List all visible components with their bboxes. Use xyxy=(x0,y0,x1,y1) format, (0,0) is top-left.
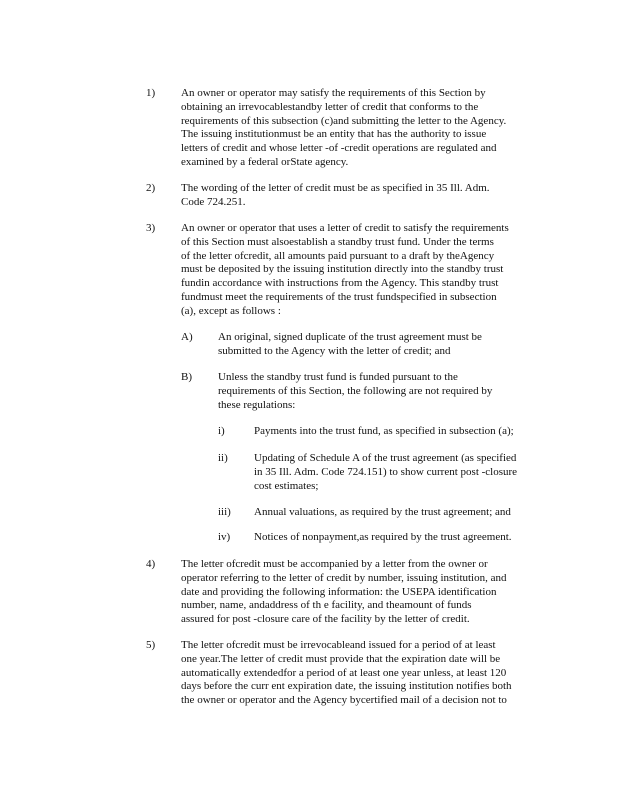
text-line: these regulations: xyxy=(218,398,296,411)
subparagraph-number: A) xyxy=(181,331,193,343)
text-line: must be deposited by the issuing institution directly into the standby trust xyxy=(181,263,504,276)
clause-number: iii) xyxy=(218,506,231,518)
paragraph-body xyxy=(181,639,546,708)
clause-body xyxy=(254,506,546,520)
text-line: Code 724.251. xyxy=(181,195,246,208)
text-line: assured for post -closure care of the facility by the letter of credit. xyxy=(181,613,470,626)
paragraph-1 xyxy=(146,87,546,170)
subparagraph-a xyxy=(181,331,546,359)
text-line: fundin accordance with instructions from the Agency. This standby trust xyxy=(181,277,499,290)
text-line: automatically extendedfor a period of at least one year unless, at least 120 xyxy=(181,666,507,679)
paragraph-2 xyxy=(146,182,546,210)
text-line: The issuing institutionmust be an entity that has the authority to issue xyxy=(181,128,487,141)
clause-number: i) xyxy=(218,425,225,437)
paragraph-3 xyxy=(146,222,546,319)
text-line: submitted to the Agency with the letter of credit; and xyxy=(218,344,451,357)
paragraph-number: 5) xyxy=(146,639,156,651)
text-line: requirements of this Section, the following are not required by xyxy=(218,384,493,397)
subparagraph-body xyxy=(218,371,546,412)
text-line: of this Section must alsoestablish a standby trust fund. Under the terms xyxy=(181,235,494,248)
text-line: Annual valuations, as required by the trust agreement; and xyxy=(254,506,511,518)
text-line: date and providing the following information: the USEPA identification xyxy=(181,585,497,598)
text-line: letters of credit and whose letter -of -credit operations are regulated and xyxy=(181,142,497,155)
text-line: Notices of nonpayment,as required by the trust agreement. xyxy=(254,531,512,543)
clause-iv xyxy=(218,531,546,545)
text-line: number, name, andaddress of th e facility, and theamount of funds xyxy=(181,599,472,612)
clause-body xyxy=(254,531,546,545)
clause-number: iv) xyxy=(218,531,231,543)
text-line: An owner or operator that uses a letter of credit to satisfy the requirements xyxy=(181,222,509,234)
subparagraph-b xyxy=(181,371,546,412)
paragraph-number: 1) xyxy=(146,87,156,99)
text-line: one year.The letter of credit must provide that the expiration date will be xyxy=(181,652,501,665)
text-line: obtaining an irrevocablestandby letter of credit that conforms to the xyxy=(181,100,479,113)
paragraph-number: 3) xyxy=(146,222,156,234)
clause-iii xyxy=(218,506,546,520)
text-line: (a), except as follows : xyxy=(181,304,281,317)
text-line: An owner or operator may satisfy the requirements of this Section by xyxy=(181,87,486,99)
text-line: Payments into the trust fund, as specified in subsection (a); xyxy=(254,425,514,437)
clause-body xyxy=(254,425,546,439)
text-line: days before the curr ent expiration date, the issuing institution notifies both xyxy=(181,680,512,693)
text-line: fundmust meet the requirements of the trust fundspecified in subsection xyxy=(181,290,497,303)
text-line: of the letter ofcredit, all amounts paid pursuant to a draft by theAgency xyxy=(181,249,495,262)
paragraph-number: 2) xyxy=(146,182,156,194)
paragraph-body xyxy=(181,558,546,627)
clause-i xyxy=(218,425,546,439)
text-line: cost estimates; xyxy=(254,479,319,492)
text-line: requirements of this subsection (c)and submitting the letter to the Agency. xyxy=(181,114,507,127)
text-line: the owner or operator and the Agency bycertified mail of a decision not to xyxy=(181,694,507,707)
paragraph-body xyxy=(181,222,546,319)
text-line: Unless the standby trust fund is funded pursuant to the xyxy=(218,371,458,383)
text-line: operator referring to the letter of credit by number, issuing institution, and xyxy=(181,571,507,584)
clause-ii xyxy=(218,452,546,493)
text-line: An original, signed duplicate of the trust agreement must be xyxy=(218,331,482,343)
text-line: The letter ofcredit must be irrevocableand issued for a period of at least xyxy=(181,639,496,651)
paragraph-5 xyxy=(146,639,546,708)
text-line: in 35 Ill. Adm. Code 724.151) to show current post -closure xyxy=(254,465,518,478)
paragraph-body xyxy=(181,182,546,210)
paragraph-4 xyxy=(146,558,546,627)
subparagraph-number: B) xyxy=(181,371,192,383)
paragraph-body xyxy=(181,87,546,170)
text-line: Updating of Schedule A of the trust agreement (as specified xyxy=(254,452,517,464)
clause-body xyxy=(254,452,546,493)
subparagraph-body xyxy=(218,331,546,359)
text-line: The wording of the letter of credit must be as specified in 35 Ill. Adm. xyxy=(181,182,490,194)
clause-number: ii) xyxy=(218,452,228,464)
text-line: examined by a federal orState agency. xyxy=(181,155,349,168)
text-line: The letter ofcredit must be accompanied by a letter from the owner or xyxy=(181,558,488,570)
paragraph-number: 4) xyxy=(146,558,156,570)
